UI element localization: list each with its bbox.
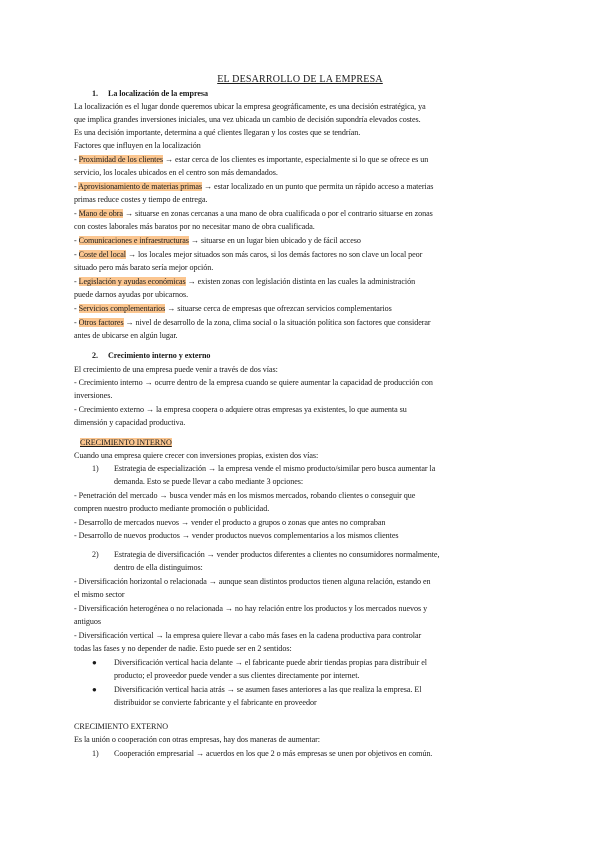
factor-text: servicio, los locales ubicados en el centro son más demandados. <box>74 168 278 177</box>
factor-text: → nivel de desarrollo de la zona, clima social o la situación política son factores que considerar <box>123 318 431 327</box>
bullet-item <box>92 657 427 669</box>
highlight-label: Proximidad de los clientes <box>78 155 163 164</box>
factor-text: con costes laborales más baratos por no necesitar mano de obra cualificada. <box>74 222 315 231</box>
section-1-number: 1. <box>92 89 98 98</box>
internal-growth-heading <box>80 437 172 449</box>
bullet-text: distribuidor se convierte fabricante y el fabricante en proveedor <box>114 698 317 707</box>
factor-text: → situarse en zonas cercanas a una mano de obra cualificada o por el contrario situarse en zonas <box>122 209 433 218</box>
paragraph: inversiones. <box>74 391 113 400</box>
strategy-1 <box>92 463 435 475</box>
factor-text: → los locales mejor situados son más caros, si los demás factores no son clave un local peor <box>125 250 423 259</box>
section-1-title: La localización de la empresa <box>107 89 208 98</box>
section-2-number: 2. <box>92 351 98 360</box>
list-number: 2) <box>92 550 99 559</box>
cooperation-item <box>92 748 432 760</box>
factor-comunicaciones: - Comunicaciones e infraestructuras → situarse en un lugar bien ubicado y de fácil acceso <box>74 236 361 245</box>
paragraph: Es la unión o cooperación con otras empresas, hay dos maneras de aumentar: <box>74 735 320 744</box>
section-2-title: Crecimiento interno y externo <box>107 351 211 360</box>
diversification-text: - Diversificación heterogénea o no relacionada → no hay relación entre los productos y los mercados nuevos y <box>74 604 428 613</box>
bullet-icon: ● <box>92 685 97 694</box>
factor-text: primas reduce costes y tiempo de entrega. <box>74 195 208 204</box>
factor-text: → situarse cerca de empresas que ofrezcan servicios complementarios <box>165 304 392 313</box>
factor-text: situado pero más barato sería mejor opción. <box>74 263 214 272</box>
option-text: - Penetración del mercado → busca vender más en los mismos mercados, robando clientes o conseguir que <box>74 491 416 500</box>
paragraph: - Crecimiento externo → la empresa coopera o adquiere otras empresas ya existentes, lo que aumenta su <box>74 405 407 414</box>
factor-text: antes de ubicarse en algún lugar. <box>74 331 178 340</box>
diversification-text: - Diversificación horizontal o relacionada → aunque sean distintos productos tienen alguna relación, estando en <box>74 577 431 586</box>
highlight-label: Coste del local <box>78 250 126 259</box>
factor-text: → existen zonas con legislación distinta en las cuales la administración <box>185 277 416 286</box>
factor-servicios: - Servicios complementarios → situarse cerca de empresas que ofrezcan servicios complementarios <box>74 304 392 313</box>
highlight-heading: CRECIMIENTO INTERNO <box>80 438 172 447</box>
highlight-label: Mano de obra <box>78 209 123 218</box>
strategy-text: demanda. Esto se puede llevar a cabo mediante 3 opciones: <box>114 477 304 486</box>
factor-text: → situarse en un lugar bien ubicado y de fácil acceso <box>188 236 361 245</box>
highlight-label: Servicios complementarios <box>78 304 166 313</box>
document-title: EL DESARROLLO DE LA EMPRESA <box>217 74 383 85</box>
highlight-label: Comunicaciones e infraestructuras <box>78 236 189 245</box>
bullet-text: Diversificación vertical hacia delante → el fabricante puede abrir tiendas propias para distribuir el <box>114 658 427 667</box>
option-text: - Desarrollo de mercados nuevos → vender el producto a grupos o zonas que antes no compraban <box>74 518 386 527</box>
factor-otros: - Otros factores → nivel de desarrollo de la zona, clima social o la situación política son factores que considerar <box>74 318 431 327</box>
paragraph: dimensión y capacidad productiva. <box>74 418 186 427</box>
strategy-2 <box>92 549 439 561</box>
bullet-text: producto; el proveedor puede vender a sus clientes directamente por internet. <box>114 671 360 680</box>
factor-legislacion: - Legislación y ayudas económicas → existen zonas con legislación distinta en las cuales la administración <box>74 277 416 286</box>
highlight-label: Otros factores <box>78 318 124 327</box>
strategy-text: Estrategia de diversificación → vender productos diferentes a clientes no consumidores normalmente, <box>114 550 440 559</box>
strategy-text: Estrategia de especialización → la empresa vende el mismo producto/similar pero busca aumentar la <box>114 464 436 473</box>
factor-coste-local: - Coste del local → los locales mejor situados son más caros, si los demás factores no son clave un local peor <box>74 250 423 259</box>
diversification-text: antiguos <box>74 617 102 626</box>
option-text: - Desarrollo de nuevos productos → vender productos nuevos complementarios a los mismos clientes <box>74 531 399 540</box>
factor-mano-de-obra: - Mano de obra → situarse en zonas cercanas a una mano de obra cualificada o por el contrario situarse en zonas <box>74 209 433 218</box>
factors-intro: Factores que influyen en la localización <box>74 141 201 150</box>
external-growth-heading: CRECIMIENTO EXTERNO <box>74 722 168 731</box>
bullet-icon: ● <box>92 658 97 667</box>
list-number: 1) <box>92 464 99 473</box>
paragraph: - Crecimiento interno → ocurre dentro de la empresa cuando se quiere aumentar la capacidad de producción con <box>74 378 433 387</box>
section-1-heading <box>92 88 208 100</box>
list-number: 1) <box>92 749 99 758</box>
option-text: compren nuestro producto mediante promoción o publicidad. <box>74 504 270 513</box>
diversification-text: el mismo sector <box>74 590 125 599</box>
paragraph: que implica grandes inversiones iniciales, una vez ubicada un cambio de decisión supondría elevados costes. <box>74 115 421 124</box>
cooperation-text: Cooperación empresarial → acuerdos en los que 2 o más empresas se unen por objetivos en común. <box>114 749 433 758</box>
factor-text: puede darnos ayudas por ubicarnos. <box>74 290 189 299</box>
paragraph: La localización es el lugar donde queremos ubicar la empresa geográficamente, es una decisión estratégica, ya <box>74 102 426 111</box>
diversification-text: todas las fases y no depender de nadie. Esto puede ser en 2 sentidos: <box>74 644 292 653</box>
factor-aprovisionamiento: - Aprovisionamiento de materias primas → estar localizado en un punto que permita un rápido acceso a materias <box>74 182 434 191</box>
factor-text: → estar localizado en un punto que permita un rápido acceso a materias <box>202 182 434 191</box>
diversification-text: - Diversificación vertical → la empresa quiere llevar a cabo más fases en la cadena productiva para controlar <box>74 631 422 640</box>
section-2-heading <box>92 350 210 362</box>
bullet-item <box>92 684 421 696</box>
highlight-label: Legislación y ayudas económicas <box>78 277 186 286</box>
factor-text: → estar cerca de los clientes es importante, especialmente si lo que se ofrece es un <box>162 155 429 164</box>
paragraph: Cuando una empresa quiere crecer con inversiones propias, existen dos vías: <box>74 451 319 460</box>
paragraph: Es una decisión importante, determina a qué clientes llegaran y los costes que se tendrían. <box>74 128 361 137</box>
paragraph: El crecimiento de una empresa puede venir a través de dos vías: <box>74 365 278 374</box>
strategy-text: dentro de ella distinguimos: <box>114 563 203 572</box>
highlight-label: Aprovisionamiento de materias primas <box>78 182 203 191</box>
bullet-text: Diversificación vertical hacia atrás → se asumen fases anteriores a las que realiza la empresa. El <box>114 685 422 694</box>
factor-proximidad: - Proximidad de los clientes → estar cerca de los clientes es importante, especialmente si lo que se ofrece es un <box>74 155 429 164</box>
